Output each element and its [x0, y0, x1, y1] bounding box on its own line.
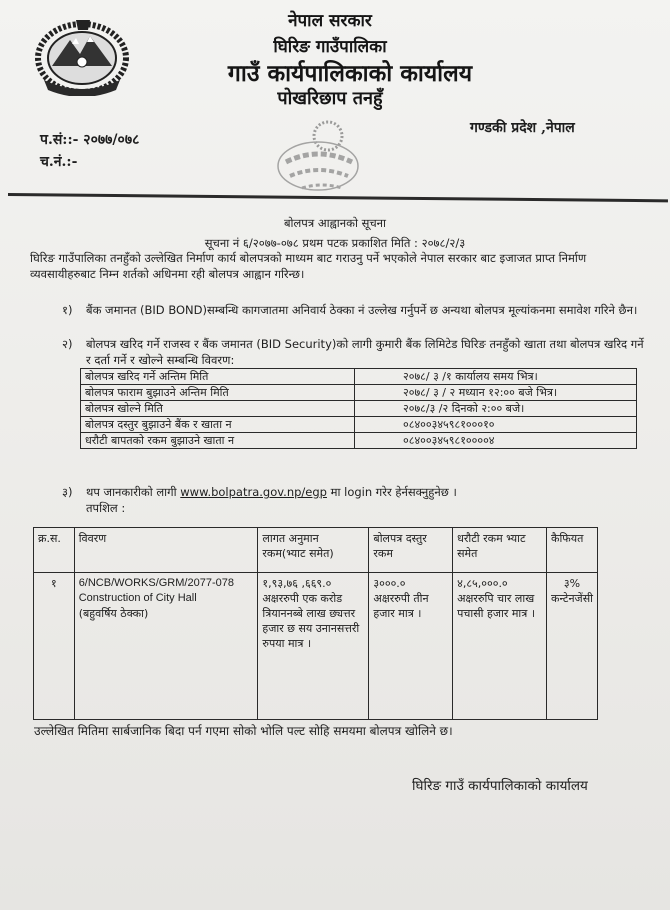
schedule-label: धरौटी बापतको रकम बुझाउने खाता न	[81, 433, 355, 449]
schedule-value: २०७८/ ३ / २ मध्यान १२:०० बजे भित्र।	[355, 385, 637, 401]
contract-code: 6/NCB/WORKS/GRM/2077-078	[78, 577, 234, 589]
table-row	[34, 573, 598, 720]
office-seal-stamp	[272, 118, 364, 196]
fee-in-words: अक्षररुपी तीन हजार मात्र ।	[373, 592, 429, 620]
schedule-label: बोलपत्र फाराम बुझाउने अन्तिम मिति	[81, 385, 355, 401]
schedule-label: बोलपत्र खोल्ने मिति	[81, 401, 355, 417]
deposit-amount: ४,८५,०००.०	[457, 577, 508, 590]
header-province: गण्डकी प्रदेश ,नेपाल	[470, 120, 575, 136]
schedule-value: ०८४००३४५९८१००००४	[355, 433, 637, 449]
header-municipality: घिरिङ गाउँपालिका	[273, 37, 387, 57]
table-row	[81, 417, 637, 433]
cost-in-words: अक्षररुपी एक करोड त्रियाननब्बे लाख छ्यत्तर हजार छ सय उनानसत्तरी रुपया मात्र ।	[262, 592, 360, 650]
table-row	[81, 433, 637, 449]
fee-amount: ३०००.०	[373, 577, 406, 590]
bid-details-table	[33, 527, 598, 720]
condition-item	[62, 484, 622, 518]
reference-number: प.सं::- २०७७/०७८	[40, 132, 140, 148]
table-row	[81, 369, 637, 385]
bid-fee	[369, 573, 453, 720]
table-row	[81, 401, 637, 417]
notice-intro: घिरिङ गाउँपालिका तनहुँको उल्लेखित निर्माण कार्य बोलपत्रको माध्यम बाट गराउनु पर्ने भएकोले नेपाल सरकार बाट इजाजत प्राप्त निर्माण व्यवसायीहरुबाट निम्न शर्तको अधिनमा रही बोलपत्र आह्वान गरिन्छ।	[30, 251, 587, 281]
government-emblem-logo	[32, 14, 132, 96]
deposit-in-words: अक्षररुपि चार लाख पचासी हजार मात्र ।	[457, 592, 536, 620]
notice-subtitle: सूचना नं ६/२०७७-०७८ प्रथम पटक प्रकाशित मिति : २०७८/२/३	[204, 236, 466, 250]
header-address: पोखरिछाप तनहुँ	[277, 88, 383, 109]
column-header: धरौटी रकम भ्याट समेत	[453, 528, 547, 573]
column-header: लागत अनुमान रकम(भ्याट समेत)	[258, 528, 369, 573]
table-header-row	[34, 528, 598, 573]
dispatch-number: च.नं.:-	[40, 154, 78, 170]
schedule-table	[80, 368, 637, 449]
cost-amount: १,९३,७६ ,६६९.०	[262, 577, 332, 590]
condition-text: बैंक जमानत (BID BOND)सम्बन्धि कागजातमा अनिवार्य ठेक्का नं उल्लेख गर्नुपर्ने छ अन्यथा बोलपत्र मूल्यांकनमा समावेश गरिने छैन।	[86, 303, 638, 317]
contract-type: (बहुवर्षिय ठेक्का)	[78, 607, 149, 620]
work-description	[74, 573, 258, 720]
holiday-note: उल्लेखित मितिमा सार्बजानिक बिदा पर्न गएमा सोको भोलि पल्ट सोहि समयमा बोलपत्र खोलिने छ।	[34, 724, 453, 738]
schedule-value: ०८४००३४५९८१०००१०	[355, 417, 637, 433]
office-signature: घिरिङ गाउँ कार्यपालिकाको कार्यालय	[412, 778, 588, 794]
table-row	[81, 385, 637, 401]
condition-text: बोलपत्र खरिद गर्ने राजस्व र बैंक जमानत (BID Security)को लागी कुमारी बैंक लिमिटेड घिरिङ तनहुँको खाता तथा बोलपत्र खरिद गर्ने र दर्ता गर्ने र खोल्ने सम्बन्धि विवरण:	[86, 337, 644, 367]
schedule-value: २०७८/३ /२ दिनको २:०० बजे।	[355, 401, 637, 417]
schedule-label: बोलपत्र दस्तुर बुझाउने बैंक र खाता न	[81, 417, 355, 433]
condition-text-suffix: मा login गरेर हेर्नसक्नुहुनेछ ।	[326, 485, 457, 499]
details-label: तपशिल :	[86, 501, 126, 515]
column-header: बोलपत्र दस्तुर रकम	[369, 528, 453, 573]
condition-number: २)	[62, 337, 73, 351]
header-government: नेपाल सरकार	[288, 11, 372, 31]
column-header: विवरण	[74, 528, 258, 573]
condition-number: ३)	[62, 485, 73, 499]
condition-item	[62, 302, 642, 336]
bid-security	[453, 573, 547, 720]
condition-text	[86, 484, 457, 516]
cost-estimate	[258, 573, 369, 720]
schedule-value: २०७८/ ३ /१ कार्यालय समय भित्र।	[355, 369, 637, 385]
notice-title: बोलपत्र आह्वानको सूचना	[283, 216, 387, 230]
column-header: कैफियत	[547, 528, 598, 573]
serial-number: १	[34, 573, 75, 720]
column-header: क्र.स.	[34, 528, 75, 573]
remarks: ३% कन्टेनजेंसी	[547, 573, 598, 720]
header-office: गाउँ कार्यपालिकाको कार्यालय	[227, 60, 473, 87]
bolpatra-link[interactable]: www.bolpatra.gov.np/egp	[180, 485, 327, 499]
condition-item	[62, 336, 652, 370]
condition-number: १)	[62, 303, 73, 317]
schedule-label: बोलपत्र खरिद गर्ने अन्तिम मिति	[81, 369, 355, 385]
work-name: Construction of City Hall	[78, 592, 197, 604]
condition-text-prefix: थप जानकारीको लागी	[86, 485, 181, 499]
